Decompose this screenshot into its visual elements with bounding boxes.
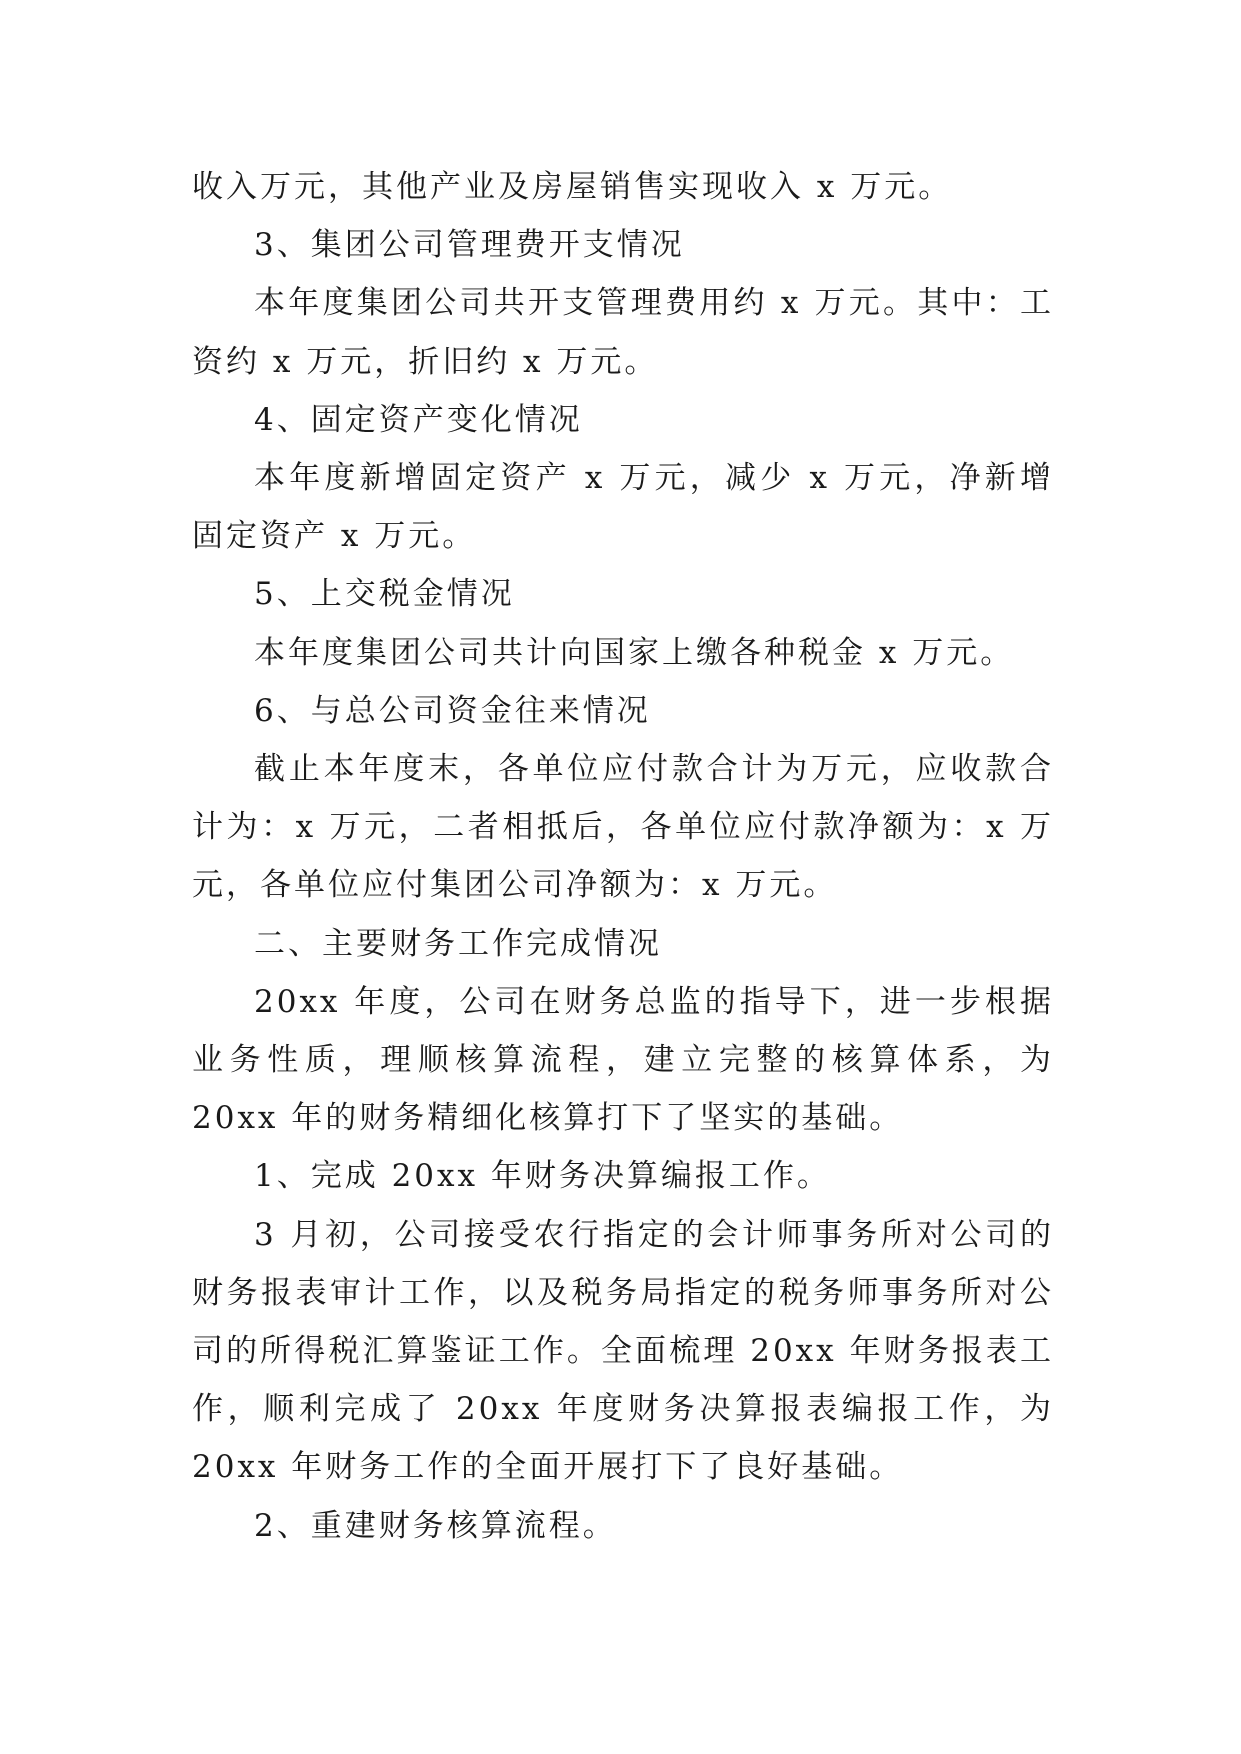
section-heading: 4、固定资产变化情况: [254, 401, 583, 438]
section-heading: 5、上交税金情况: [254, 576, 515, 613]
paragraph: 收入万元，其他产业及房屋销售实现收入 x 万元。: [192, 169, 953, 205]
document-body: [192, 158, 1054, 1555]
chapter-heading: 二、主要财务工作完成情况: [254, 925, 662, 962]
paragraph: 3 月初，公司接受农行指定的会计师事务所对公司的财务报表审计工作，以及税务局指定的税务师事务所对公司的所得税汇算鉴证工作。全面梳理 20xx 年财务报表工作，顺利完成了 20xx 年度财务决算报表编报工作，为 20xx 年财务工作的全面开展打下了良好基础。: [192, 1216, 1054, 1486]
paragraph: 20xx 年度，公司在财务总监的指导下，进一步根据业务性质，理顺核算流程，建立完整的核算体系，为 20xx 年的财务精细化核算打下了坚实的基础。: [192, 983, 1054, 1137]
section-heading: 3、集团公司管理费开支情况: [254, 227, 685, 264]
paragraph: 本年度新增固定资产 x 万元，减少 x 万元，净新增固定资产 x 万元。: [192, 460, 1054, 555]
section-heading: 6、与总公司资金往来情况: [254, 692, 651, 729]
section-heading: 2、重建财务核算流程。: [254, 1507, 617, 1544]
paragraph: 本年度集团公司共计向国家上缴各种税金 x 万元。: [254, 634, 1015, 671]
paragraph: 截止本年度末，各单位应付款合计为万元，应收款合计为：x 万元，二者相抵后，各单位应付款净额为：x 万元，各单位应付集团公司净额为：x 万元。: [192, 751, 1054, 904]
paragraph: 本年度集团公司共开支管理费用约 x 万元。其中：工资约 x 万元，折旧约 x 万元。: [192, 285, 1054, 380]
section-heading: 1、完成 20xx 年财务决算编报工作。: [254, 1158, 831, 1195]
